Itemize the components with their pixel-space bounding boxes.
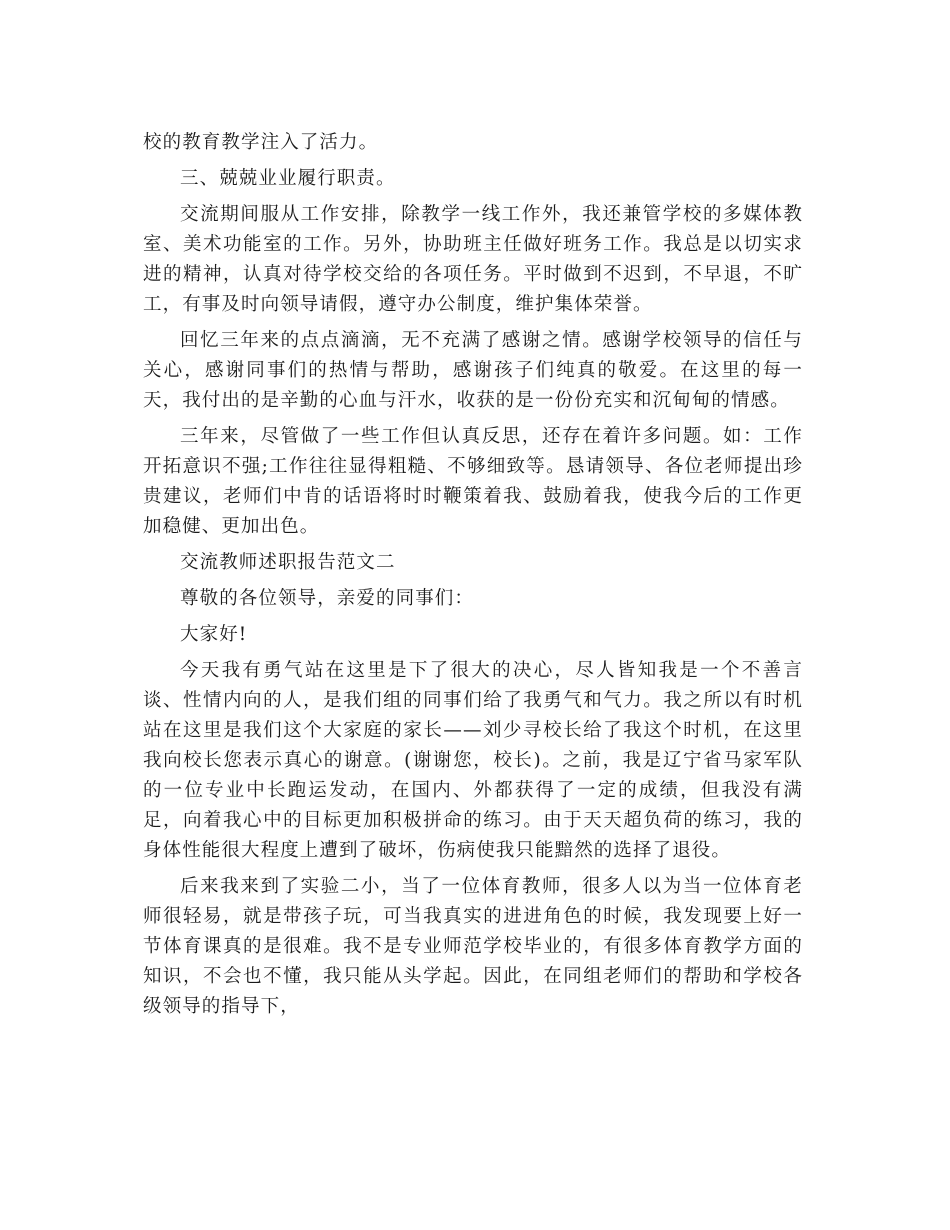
paragraph: 三年来，尽管做了一些工作但认真反思，还存在着许多问题。如：工作开拓意识不强;工作往往显得粗糙、不够细致等。恳请领导、各位老师提出珍贵建议，老师们中肯的话语将时时鞭策着我、鼓励着我，使我今后的工作更加稳健、更加出色。 (143, 426, 803, 537)
section-heading: 三、兢兢业业履行职责。 (180, 168, 396, 189)
paragraph: 回忆三年来的点点滴滴，无不充满了感谢之情。感谢学校领导的信任与关心，感谢同事们的热情与帮助，感谢孩子们纯真的敬爱。在这里的每一天，我付出的是辛勤的心血与汗水，收获的是一份份充实和沉甸甸的情感。 (143, 330, 803, 411)
salutation: 尊敬的各位领导，亲爱的同事们： (180, 588, 475, 609)
paragraph: 后来我来到了实验二小，当了一位体育教师，很多人以为当一位体育老师很轻易，就是带孩子玩，可当我真实的进进角色的时候，我发现要上好一节体育课真的是很难。我不是专业师范学校毕业的，有很多体育教学方面的知识，不会也不懂，我只能从头学起。因此，在同组老师们的帮助和学校各级领导的指导下， (143, 876, 803, 1017)
article-title: 交流教师述职报告范文二 (180, 552, 396, 573)
paragraph-continuation: 校的教育教学注入了活力。 (143, 132, 379, 153)
greeting: 大家好! (180, 624, 248, 645)
document-page (143, 128, 803, 1028)
paragraph: 交流期间服从工作安排，除教学一线工作外，我还兼管学校的多媒体教室、美术功能室的工作。另外，协助班主任做好班务工作。我总是以切实求进的精神，认真对待学校交给的各项任务。平时做到不迟到，不早退，不旷工，有事及时向领导请假，遵守办公制度，维护集体荣誉。 (143, 204, 803, 315)
paragraph: 今天我有勇气站在这里是下了很大的决心，尽人皆知我是一个不善言谈、性情内向的人，是我们组的同事们给了我勇气和气力。我之所以有时机站在这里是我们这个大家庭的家长——刘少寻校长给了我这个时机，在这里我向校长您表示真心的谢意。(谢谢您，校长)。之前，我是辽宁省马家军队的一位专业中长跑运发动，在国内、外都获得了一定的成绩，但我没有满足，向着我心中的目标更加积极拼命的练习。由于天天超负荷的练习，我的身体性能很大程度上遭到了破坏，伤病使我只能黯然的选择了退役。 (143, 660, 803, 861)
